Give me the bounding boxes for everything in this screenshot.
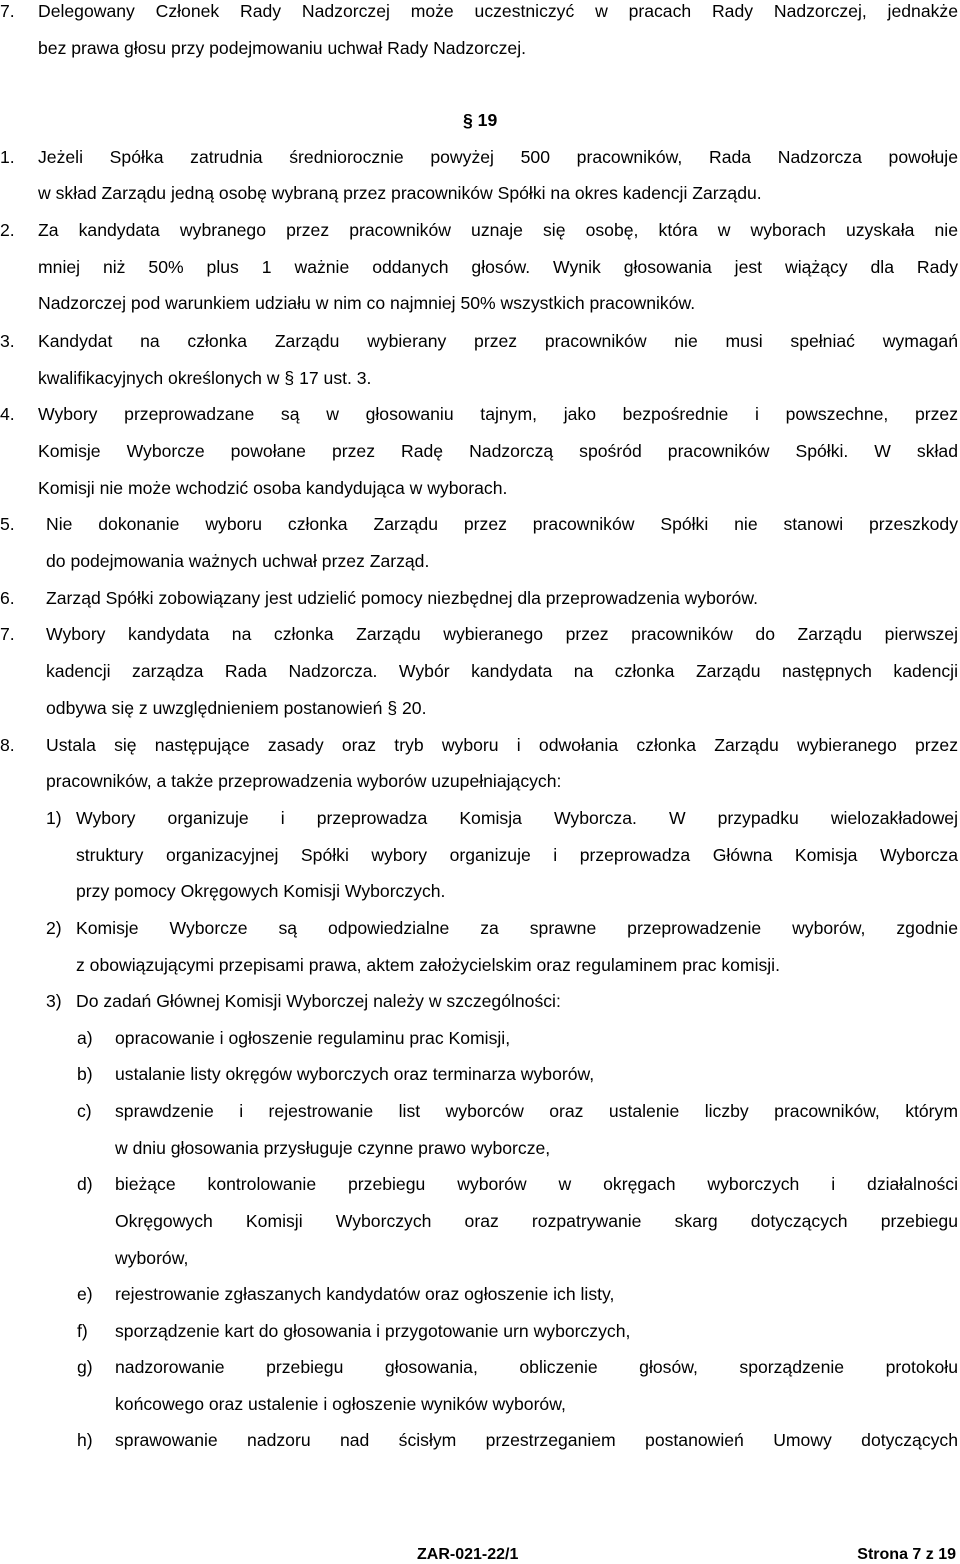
paragraph-text-line: kwalifikacyjnych określonych w § 17 ust. 3. xyxy=(38,368,372,388)
subitem-number: 3) xyxy=(46,991,62,1011)
letter-item-text-line: końcowego oraz ustalenie i ogłoszenie wyników wyborów, xyxy=(115,1394,566,1414)
letter-item-text-line: Okręgowych Komisji Wyborczych oraz rozpatrywanie skarg dotyczących przebiegu xyxy=(115,1211,958,1231)
paragraph-number: 7. xyxy=(0,1,15,21)
letter-item-text-line: ustalanie listy okręgów wyborczych oraz terminarza wyborów, xyxy=(115,1064,595,1084)
footer-document-id: ZAR-021-22/1 xyxy=(417,1546,519,1563)
paragraph-number: 1. xyxy=(0,147,15,167)
paragraph-number: 2. xyxy=(0,220,15,240)
section-heading: § 19 xyxy=(463,110,498,130)
paragraph-text-line: Nadzorczej pod warunkiem udziału w nim co najmniej 50% wszystkich pracowników. xyxy=(38,293,696,313)
letter-item-marker: g) xyxy=(77,1357,93,1377)
subitem-text-line: Komisje Wyborcze są odpowiedzialne za sprawne przeprowadzenie wyborów, zgodnie xyxy=(76,918,958,938)
paragraph-number: 6. xyxy=(0,588,15,608)
footer-page-number: Strona 7 z 19 xyxy=(857,1546,956,1563)
letter-item-marker: a) xyxy=(77,1028,93,1048)
subitem-text-line: Wybory organizuje i przeprowadza Komisja Wyborcza. W przypadku wielozakładowej xyxy=(76,808,958,828)
letter-item-marker: c) xyxy=(77,1101,92,1121)
subitem-text-line: przy pomocy Okręgowych Komisji Wyborczych. xyxy=(76,881,446,901)
paragraph-text-line: do podejmowania ważnych uchwał przez Zarząd. xyxy=(46,551,430,571)
paragraph-text-line: Ustala się następujące zasady oraz tryb wyboru i odwołania członka Zarządu wybieranego przez xyxy=(46,735,958,755)
letter-item-marker: h) xyxy=(77,1430,93,1450)
paragraph-text-line: Delegowany Członek Rady Nadzorczej może uczestniczyć w pracach Rady Nadzorczej, jednakże xyxy=(38,1,958,21)
paragraph-text-line: Komisje Wyborcze powołane przez Radę Nadzorczą spośród pracowników Spółki. W skład xyxy=(38,441,958,461)
letter-item-text-line: bieżące kontrolowanie przebiegu wyborów w okręgach wyborczych i działalności xyxy=(115,1174,958,1194)
subitem-number: 1) xyxy=(46,808,62,828)
paragraph-text-line: odbywa się z uwzględnieniem postanowień § 20. xyxy=(46,698,427,718)
paragraph-text-line: Wybory kandydata na członka Zarządu wybieranego przez pracowników do Zarządu pierwszej xyxy=(46,624,958,644)
subitem-text-line: Do zadań Głównej Komisji Wyborczej należy w szczególności: xyxy=(76,991,561,1011)
letter-item-marker: d) xyxy=(77,1174,93,1194)
paragraph-text-line: Za kandydata wybranego przez pracowników uznaje się osobę, która w wyborach uzyskała nie xyxy=(38,220,958,240)
subitem-number: 2) xyxy=(46,918,62,938)
paragraph-text-line: pracowników, a także przeprowadzenia wyborów uzupełniających: xyxy=(46,771,562,791)
letter-item-text-line: wyborów, xyxy=(115,1248,189,1268)
paragraph-text-line: w skład Zarządu jedną osobę wybraną przez pracowników Spółki na okres kadencji Zarządu. xyxy=(38,183,762,203)
subitem-text-line: z obowiązującymi przepisami prawa, aktem założycielskim oraz regulaminem prac komisji. xyxy=(76,955,780,975)
letter-item-text-line: w dniu głosowania przysługuje czynne prawo wyborcze, xyxy=(115,1138,551,1158)
paragraph-text-line: Wybory przeprowadzane są w głosowaniu tajnym, jako bezpośrednie i powszechne, przez xyxy=(38,404,958,424)
subitem-text-line: struktury organizacyjnej Spółki wybory organizuje i przeprowadza Główna Komisja Wyborcza xyxy=(76,845,958,865)
paragraph-number: 5. xyxy=(0,514,15,534)
paragraph-text-line: kadencji zarządza Rada Nadzorcza. Wybór kandydata na członka Zarządu następnych kadencji xyxy=(46,661,958,681)
letter-item-text-line: sprawowanie nadzoru nad ścisłym przestrzeganiem postanowień Umowy dotyczących xyxy=(115,1430,958,1450)
paragraph-text-line: Komisji nie może wchodzić osoba kandydująca w wyborach. xyxy=(38,478,508,498)
letter-item-text-line: nadzorowanie przebiegu głosowania, obliczenie głosów, sporządzenie protokołu xyxy=(115,1357,958,1377)
paragraph-number: 7. xyxy=(0,624,15,644)
paragraph-text-line: mniej niż 50% plus 1 ważnie oddanych głosów. Wynik głosowania jest wiążący dla Rady xyxy=(38,257,958,277)
paragraph-text-line: Kandydat na członka Zarządu wybierany przez pracowników nie musi spełniać wymagań xyxy=(38,331,958,351)
paragraph-number: 4. xyxy=(0,404,15,424)
letter-item-text-line: sporządzenie kart do głosowania i przygotowanie urn wyborczych, xyxy=(115,1321,631,1341)
paragraph-number: 3. xyxy=(0,331,15,351)
paragraph-text-line: bez prawa głosu przy podejmowaniu uchwał Rady Nadzorczej. xyxy=(38,38,526,58)
letter-item-text-line: rejestrowanie zgłaszanych kandydatów oraz ogłoszenie ich listy, xyxy=(115,1284,615,1304)
letter-item-text-line: sprawdzenie i rejestrowanie list wyborców oraz ustalenie liczby pracowników, którym xyxy=(115,1101,958,1121)
letter-item-text-line: opracowanie i ogłoszenie regulaminu prac Komisji, xyxy=(115,1028,511,1048)
letter-item-marker: f) xyxy=(77,1321,88,1341)
paragraph-text-line: Nie dokonanie wyboru członka Zarządu przez pracowników Spółki nie stanowi przeszkody xyxy=(46,514,958,534)
letter-item-marker: b) xyxy=(77,1064,93,1084)
letter-item-marker: e) xyxy=(77,1284,93,1304)
paragraph-number: 8. xyxy=(0,735,15,755)
paragraph-text-line: Jeżeli Spółka zatrudnia średniorocznie powyżej 500 pracowników, Rada Nadzorcza powołuje xyxy=(38,147,958,167)
paragraph-text-line: Zarząd Spółki zobowiązany jest udzielić pomocy niezbędnej dla przeprowadzenia wyborów. xyxy=(46,588,758,608)
